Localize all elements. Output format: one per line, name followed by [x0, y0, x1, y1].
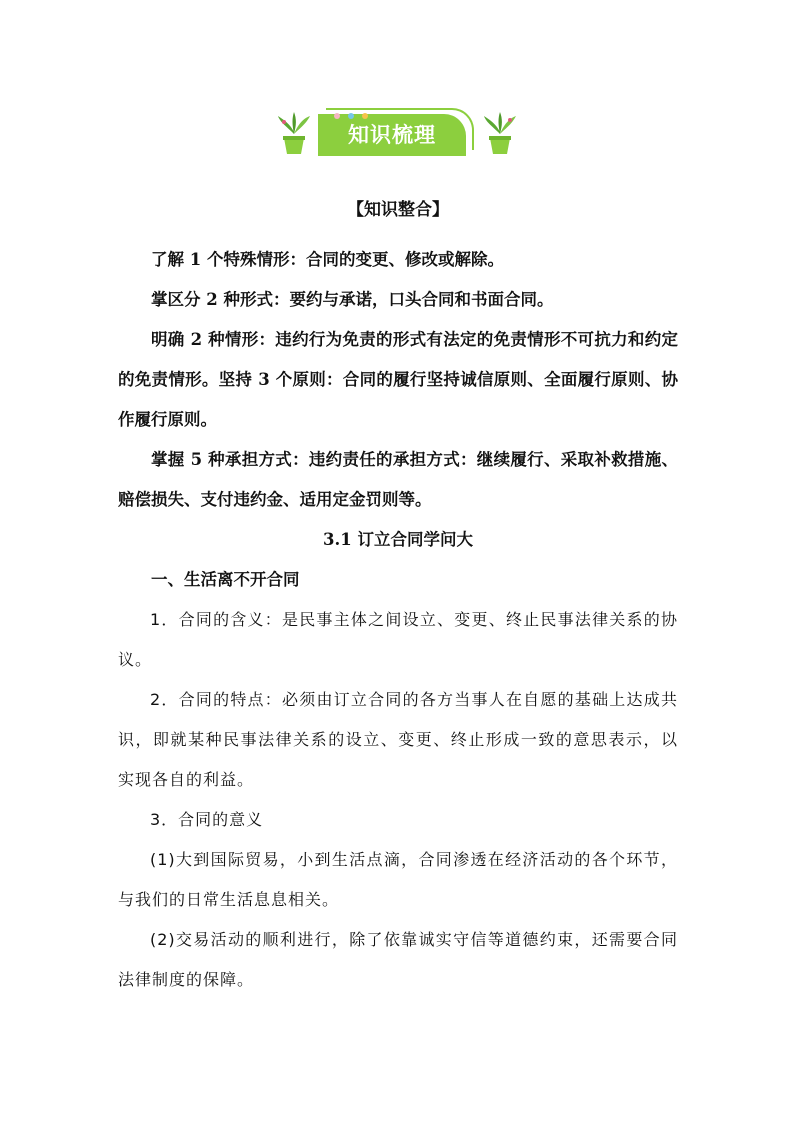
summary-paragraph: 了解 1 个特殊情形：合同的变更、修改或解除。 — [151, 250, 504, 269]
banner-title: 知识梳理 — [348, 122, 436, 147]
lesson-item: 3．合同的意义 — [150, 810, 264, 829]
lesson-title: 3.1 订立合同学问大 — [323, 530, 473, 549]
section-heading: 一、生活离不开合同 — [151, 570, 300, 589]
section-banner — [276, 108, 520, 164]
lesson-item: 1．合同的含义：是民事主体之间设立、变更、终止民事法律关系的协议。 — [118, 610, 678, 669]
summary-paragraph: 明确 2 种情形：违约行为免责的形式有法定的免责情形不可抗力和约定的免责情形。坚持 3 个原则：合同的履行坚持诚信原则、全面履行原则、协作履行原则。 — [118, 330, 678, 429]
summary-paragraph: 掌握 5 种承担方式：违约责任的承担方式：继续履行、采取补救措施、赔偿损失、支付违约金、适用定金罚则等。 — [118, 450, 678, 509]
potted-plant-icon — [482, 112, 518, 156]
summary-paragraph: 掌区分 2 种形式：要约与承诺，口头合同和书面合同。 — [151, 290, 554, 309]
lesson-item: 2．合同的特点：必须由订立合同的各方当事人在自愿的基础上达成共识，即就某种民事法律关系的设立、变更、终止形成一致的意思表示，以实现各自的利益。 — [118, 690, 678, 789]
lesson-item: (1)大到国际贸易，小到生活点滴，合同渗透在经济活动的各个环节，与我们的日常生活息息相关。 — [118, 850, 678, 909]
potted-plant-icon — [276, 112, 312, 156]
document-body — [118, 192, 678, 1000]
summary-title: 【知识整合】 — [347, 200, 449, 220]
lesson-item: (2)交易活动的顺利进行，除了依靠诚实守信等道德约束，还需要合同法律制度的保障。 — [118, 930, 678, 989]
